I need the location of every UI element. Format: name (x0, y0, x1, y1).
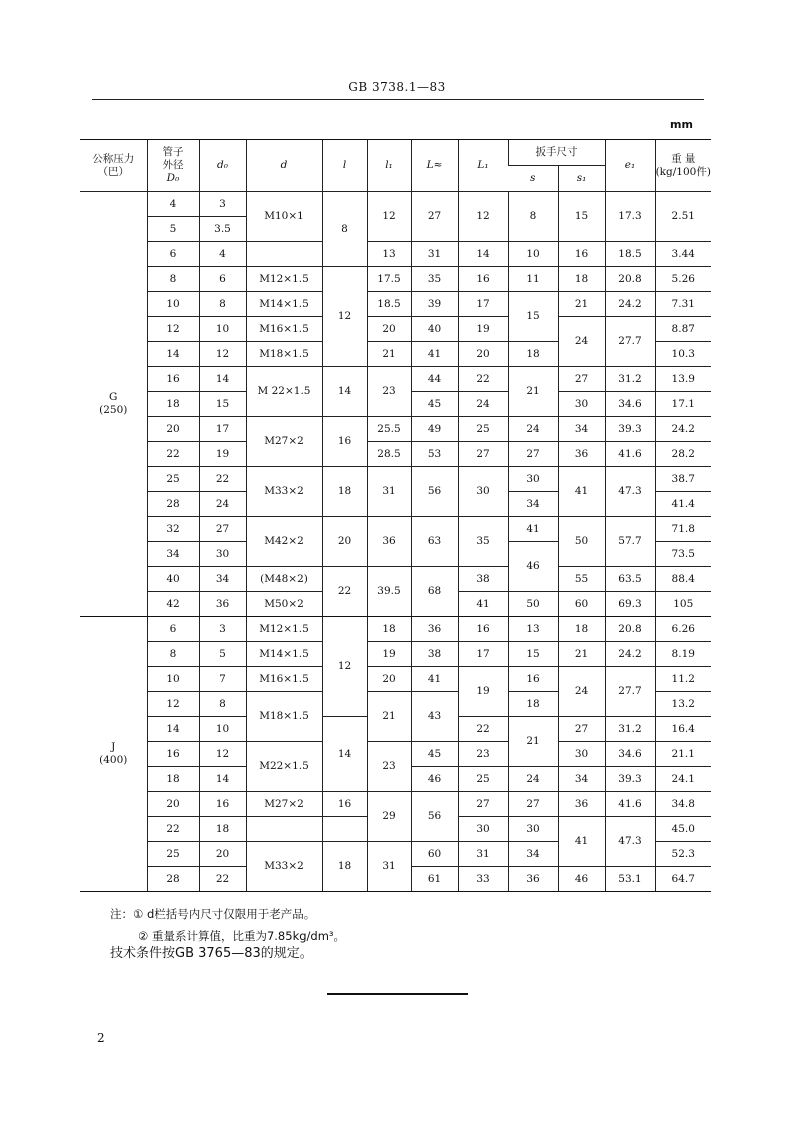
cell-l1: 19 (367, 642, 411, 667)
cell-od: 12 (147, 317, 199, 342)
cell-L1: 25 (458, 417, 508, 442)
cell-e1: 53.1 (605, 867, 655, 892)
cell-s: 46 (508, 542, 558, 592)
cell-s: 30 (508, 817, 558, 842)
cell-od: 10 (147, 667, 199, 692)
cell-s: 50 (508, 592, 558, 617)
cell-d (246, 242, 322, 267)
col-header-L1: L₁ (458, 140, 508, 192)
cell-s1: 34 (558, 417, 605, 442)
cell-d: M33×2 (246, 467, 322, 517)
cell-od: 8 (147, 267, 199, 292)
cell-od: 4 (147, 192, 199, 217)
col-header-s1: s₁ (558, 166, 605, 192)
cell-l: 8 (322, 192, 367, 267)
cell-weight: 13.9 (655, 367, 711, 392)
cell-d0: 10 (199, 717, 246, 742)
cell-d: M12×1.5 (246, 617, 322, 642)
cell-L1: 24 (458, 392, 508, 417)
cell-L1: 27 (458, 792, 508, 817)
cell-s: 21 (508, 717, 558, 767)
cell-L: 41 (411, 667, 458, 692)
cell-l: 12 (322, 267, 367, 367)
cell-od: 6 (147, 617, 199, 642)
cell-weight: 64.7 (655, 867, 711, 892)
note-2: ② 重量系计算值，比重为7.85kg/dm³。 (138, 929, 346, 943)
cell-l1: 13 (367, 242, 411, 267)
cell-L: 46 (411, 767, 458, 792)
cell-l1: 31 (367, 467, 411, 517)
cell-d: M14×1.5 (246, 292, 322, 317)
cell-e1: 63.5 (605, 567, 655, 592)
cell-d0: 4 (199, 242, 246, 267)
col-header-od: 管子 外径 D₀ (147, 140, 199, 192)
cell-s1: 41 (558, 467, 605, 517)
pressure-group-label: J (400) (80, 617, 147, 892)
cell-e1: 24.2 (605, 292, 655, 317)
cell-d (246, 817, 322, 842)
cell-s1: 21 (558, 292, 605, 317)
cell-L: 45 (411, 742, 458, 767)
cell-L1: 35 (458, 517, 508, 567)
notes-prefix: 注： (110, 907, 133, 921)
cell-s1: 34 (558, 767, 605, 792)
cell-s: 18 (508, 342, 558, 367)
cell-weight: 6.26 (655, 617, 711, 642)
cell-s1: 55 (558, 567, 605, 592)
cell-d0: 22 (199, 867, 246, 892)
cell-d0: 27 (199, 517, 246, 542)
cell-weight: 21.1 (655, 742, 711, 767)
cell-s: 10 (508, 242, 558, 267)
table-row (80, 317, 711, 342)
cell-l1: 18 (367, 617, 411, 642)
cell-d: M14×1.5 (246, 642, 322, 667)
cell-l: 14 (322, 717, 367, 792)
table-row (80, 467, 711, 492)
cell-weight: 34.8 (655, 792, 711, 817)
cell-s: 13 (508, 617, 558, 642)
cell-d: M 22×1.5 (246, 367, 322, 417)
cell-od: 12 (147, 692, 199, 717)
cell-L: 27 (411, 192, 458, 242)
cell-l1: 39.5 (367, 567, 411, 617)
cell-e1: 27.7 (605, 317, 655, 367)
cell-s1: 60 (558, 592, 605, 617)
cell-e1: 24.2 (605, 642, 655, 667)
table-row (80, 667, 711, 692)
cell-s1: 18 (558, 617, 605, 642)
cell-d0: 7 (199, 667, 246, 692)
cell-od: 8 (147, 642, 199, 667)
cell-d0: 14 (199, 767, 246, 792)
cell-L1: 17 (458, 292, 508, 317)
cell-L: 35 (411, 267, 458, 292)
cell-L: 56 (411, 467, 458, 517)
cell-s: 27 (508, 792, 558, 817)
cell-L1: 12 (458, 192, 508, 242)
cell-l1: 23 (367, 742, 411, 792)
col-header-l1: l₁ (367, 140, 411, 192)
col-header-e1: e₁ (605, 140, 655, 192)
cell-s: 18 (508, 692, 558, 717)
header-rule (92, 99, 704, 100)
cell-od: 25 (147, 842, 199, 867)
cell-l1: 20 (367, 317, 411, 342)
cell-d: M22×1.5 (246, 742, 322, 792)
cell-s: 8 (508, 192, 558, 242)
cell-weight: 88.4 (655, 567, 711, 592)
table-row (80, 742, 711, 767)
cell-L1: 22 (458, 367, 508, 392)
cell-s1: 50 (558, 517, 605, 567)
cell-l1: 20 (367, 667, 411, 692)
cell-L: 40 (411, 317, 458, 342)
cell-L1: 16 (458, 617, 508, 642)
cell-e1: 47.3 (605, 467, 655, 517)
table-row (80, 192, 711, 217)
cell-s: 36 (508, 867, 558, 892)
page-number: 2 (97, 1031, 105, 1045)
cell-weight: 24.1 (655, 767, 711, 792)
table-row (80, 517, 711, 542)
cell-l (322, 817, 367, 842)
cell-L1: 31 (458, 842, 508, 867)
cell-s1: 15 (558, 192, 605, 242)
cell-l1: 21 (367, 342, 411, 367)
cell-e1: 27.7 (605, 667, 655, 717)
cell-L1: 30 (458, 467, 508, 517)
cell-e1: 17.3 (605, 192, 655, 242)
cell-L1: 41 (458, 592, 508, 617)
table-body (80, 192, 711, 892)
cell-od: 18 (147, 767, 199, 792)
cell-l1: 29 (367, 792, 411, 842)
col-header-d0: d₀ (199, 140, 246, 192)
cell-weight: 45.0 (655, 817, 711, 842)
cell-od: 20 (147, 792, 199, 817)
col-header-d: d (246, 140, 322, 192)
cell-s1: 18 (558, 267, 605, 292)
cell-s1: 24 (558, 317, 605, 367)
cell-od: 5 (147, 217, 199, 242)
cell-weight: 73.5 (655, 542, 711, 567)
col-header-weight: 重 量 (kg/100件) (655, 140, 711, 192)
cell-L: 43 (411, 692, 458, 742)
cell-s1: 30 (558, 392, 605, 417)
cell-d0: 10 (199, 317, 246, 342)
col-header-L: L≈ (411, 140, 458, 192)
table-row (80, 792, 711, 817)
cell-od: 20 (147, 417, 199, 442)
cell-d0: 8 (199, 692, 246, 717)
cell-od: 14 (147, 717, 199, 742)
cell-L: 53 (411, 442, 458, 467)
cell-weight: 2.51 (655, 192, 711, 242)
cell-d0: 17 (199, 417, 246, 442)
cell-d0: 36 (199, 592, 246, 617)
cell-l: 18 (322, 842, 367, 892)
cell-L: 61 (411, 867, 458, 892)
cell-weight: 5.26 (655, 267, 711, 292)
cell-e1: 39.3 (605, 417, 655, 442)
unit-label: mm (670, 118, 693, 131)
pressure-group-label: G (250) (80, 192, 147, 617)
table-row (80, 567, 711, 592)
cell-s1: 27 (558, 717, 605, 742)
cell-d0: 3 (199, 192, 246, 217)
cell-L: 63 (411, 517, 458, 567)
cell-e1: 69.3 (605, 592, 655, 617)
cell-d: M33×2 (246, 842, 322, 892)
note-1: ① d栏括号内尺寸仅限用于老产品。 (133, 907, 316, 921)
cell-weight: 11.2 (655, 667, 711, 692)
cell-d0: 24 (199, 492, 246, 517)
cell-s1: 21 (558, 642, 605, 667)
cell-d0: 15 (199, 392, 246, 417)
cell-weight: 16.4 (655, 717, 711, 742)
cell-d: M18×1.5 (246, 692, 322, 742)
cell-d0: 14 (199, 367, 246, 392)
cell-s1: 24 (558, 667, 605, 717)
cell-L1: 27 (458, 442, 508, 467)
cell-l1: 25.5 (367, 417, 411, 442)
col-header-wrench: 扳手尺寸 (508, 140, 605, 166)
cell-L: 56 (411, 792, 458, 842)
cell-L1: 23 (458, 742, 508, 767)
cell-e1: 47.3 (605, 817, 655, 867)
cell-d0: 34 (199, 567, 246, 592)
cell-s1: 30 (558, 742, 605, 767)
cell-weight: 8.19 (655, 642, 711, 667)
cell-s1: 46 (558, 867, 605, 892)
cell-weight: 41.4 (655, 492, 711, 517)
cell-e1: 20.8 (605, 267, 655, 292)
cell-weight: 105 (655, 592, 711, 617)
cell-d0: 18 (199, 817, 246, 842)
cell-s: 15 (508, 642, 558, 667)
cell-od: 40 (147, 567, 199, 592)
cell-s1: 36 (558, 792, 605, 817)
cell-s: 21 (508, 367, 558, 417)
cell-l: 12 (322, 617, 367, 717)
cell-d: M16×1.5 (246, 317, 322, 342)
cell-L: 41 (411, 342, 458, 367)
cell-e1: 39.3 (605, 767, 655, 792)
cell-d: M16×1.5 (246, 667, 322, 692)
cell-L: 31 (411, 242, 458, 267)
cell-weight: 38.7 (655, 467, 711, 492)
cell-d0: 16 (199, 792, 246, 817)
cell-od: 6 (147, 242, 199, 267)
cell-d: (M48×2) (246, 567, 322, 592)
cell-od: 22 (147, 442, 199, 467)
cell-weight: 28.2 (655, 442, 711, 467)
table-row (80, 267, 711, 292)
cell-d0: 3 (199, 617, 246, 642)
cell-od: 18 (147, 392, 199, 417)
cell-od: 32 (147, 517, 199, 542)
cell-l1: 21 (367, 692, 411, 742)
document-header: GB 3738.1—83 (348, 80, 446, 94)
cell-L: 36 (411, 617, 458, 642)
cell-e1: 31.2 (605, 367, 655, 392)
table-row (80, 292, 711, 317)
cell-d0: 30 (199, 542, 246, 567)
cell-l1: 12 (367, 192, 411, 242)
cell-L1: 38 (458, 567, 508, 592)
cell-s: 27 (508, 442, 558, 467)
cell-L1: 33 (458, 867, 508, 892)
cell-L1: 22 (458, 717, 508, 742)
cell-s1: 41 (558, 817, 605, 867)
cell-d: M27×2 (246, 792, 322, 817)
cell-od: 25 (147, 467, 199, 492)
col-header-l: l (322, 140, 367, 192)
cell-weight: 10.3 (655, 342, 711, 367)
table-row (80, 442, 711, 467)
cell-L1: 19 (458, 667, 508, 717)
cell-e1: 41.6 (605, 442, 655, 467)
cell-e1: 57.7 (605, 517, 655, 567)
cell-s: 24 (508, 767, 558, 792)
cell-L: 44 (411, 367, 458, 392)
cell-weight: 8.87 (655, 317, 711, 342)
cell-d: M10×1 (246, 192, 322, 242)
cell-od: 28 (147, 492, 199, 517)
table-row (80, 642, 711, 667)
notes (110, 903, 345, 947)
cell-e1: 34.6 (605, 392, 655, 417)
cell-l: 16 (322, 792, 367, 817)
cell-od: 14 (147, 342, 199, 367)
table-row (80, 242, 711, 267)
cell-e1: 18.5 (605, 242, 655, 267)
cell-s1: 36 (558, 442, 605, 467)
cell-d0: 19 (199, 442, 246, 467)
cell-L1: 25 (458, 767, 508, 792)
cell-L1: 14 (458, 242, 508, 267)
cell-s: 34 (508, 842, 558, 867)
cell-od: 16 (147, 742, 199, 767)
end-rule (327, 993, 468, 995)
cell-L1: 30 (458, 817, 508, 842)
cell-l1: 23 (367, 367, 411, 417)
cell-l1: 17.5 (367, 267, 411, 292)
cell-d0: 5 (199, 642, 246, 667)
cell-l1: 31 (367, 842, 411, 892)
col-header-s: s (508, 166, 558, 192)
cell-d0: 12 (199, 742, 246, 767)
cell-d: M12×1.5 (246, 267, 322, 292)
cell-e1: 20.8 (605, 617, 655, 642)
cell-L: 68 (411, 567, 458, 617)
cell-L1: 20 (458, 342, 508, 367)
cell-L1: 16 (458, 267, 508, 292)
cell-weight: 17.1 (655, 392, 711, 417)
cell-e1: 41.6 (605, 792, 655, 817)
cell-od: 22 (147, 817, 199, 842)
table-row (80, 367, 711, 392)
cell-l1: 36 (367, 517, 411, 567)
cell-l1: 18.5 (367, 292, 411, 317)
cell-L: 49 (411, 417, 458, 442)
cell-s: 34 (508, 492, 558, 517)
cell-weight: 7.31 (655, 292, 711, 317)
cell-d0: 8 (199, 292, 246, 317)
cell-d: M50×2 (246, 592, 322, 617)
cell-d0: 6 (199, 267, 246, 292)
cell-d: M18×1.5 (246, 342, 322, 367)
cell-d0: 20 (199, 842, 246, 867)
cell-L: 60 (411, 842, 458, 867)
cell-od: 34 (147, 542, 199, 567)
cell-l: 22 (322, 567, 367, 617)
cell-s: 15 (508, 292, 558, 342)
cell-e1: 34.6 (605, 742, 655, 767)
cell-s1: 27 (558, 367, 605, 392)
cell-L: 38 (411, 642, 458, 667)
technical-conditions: 技术条件按GB 3765—83的规定。 (110, 946, 313, 961)
cell-L1: 17 (458, 642, 508, 667)
cell-od: 42 (147, 592, 199, 617)
cell-weight: 3.44 (655, 242, 711, 267)
cell-weight: 24.2 (655, 417, 711, 442)
cell-L1: 19 (458, 317, 508, 342)
cell-e1: 31.2 (605, 717, 655, 742)
cell-L: 39 (411, 292, 458, 317)
dimension-table (80, 139, 711, 892)
cell-weight: 13.2 (655, 692, 711, 717)
cell-l1: 28.5 (367, 442, 411, 467)
cell-L: 45 (411, 392, 458, 417)
cell-weight: 52.3 (655, 842, 711, 867)
cell-s1: 16 (558, 242, 605, 267)
table-row (80, 617, 711, 642)
cell-d: M42×2 (246, 517, 322, 567)
col-header-pressure: 公称压力 （巴） (80, 140, 147, 192)
cell-d: M27×2 (246, 417, 322, 467)
table-row (80, 417, 711, 442)
cell-l: 18 (322, 467, 367, 517)
cell-l: 16 (322, 417, 367, 467)
cell-od: 16 (147, 367, 199, 392)
cell-od: 28 (147, 867, 199, 892)
cell-s: 30 (508, 467, 558, 492)
cell-s: 11 (508, 267, 558, 292)
cell-weight: 71.8 (655, 517, 711, 542)
cell-d0: 12 (199, 342, 246, 367)
cell-d0: 22 (199, 467, 246, 492)
cell-s: 16 (508, 667, 558, 692)
cell-s: 24 (508, 417, 558, 442)
cell-l: 14 (322, 367, 367, 417)
cell-l: 20 (322, 517, 367, 567)
cell-d0: 3.5 (199, 217, 246, 242)
cell-od: 10 (147, 292, 199, 317)
cell-s: 41 (508, 517, 558, 542)
